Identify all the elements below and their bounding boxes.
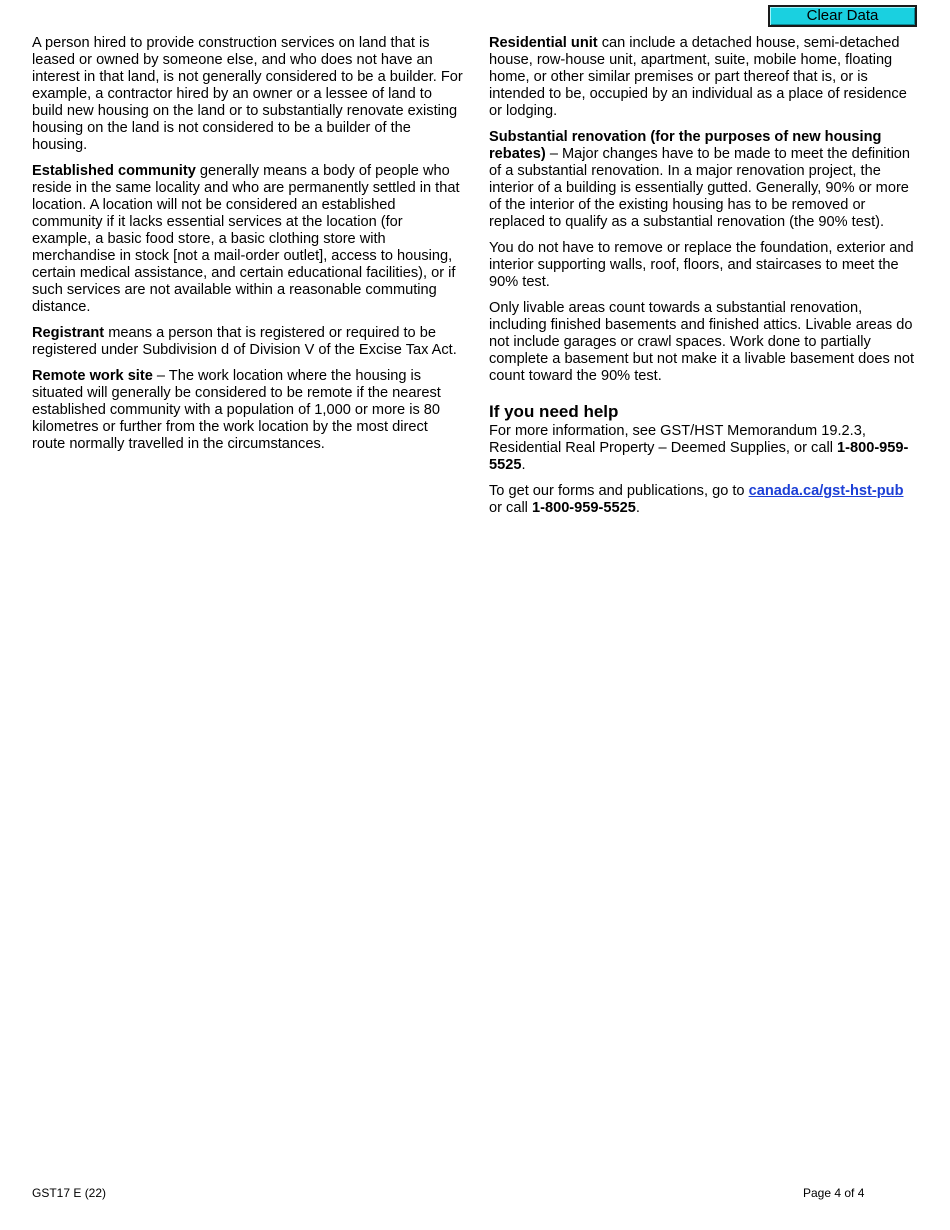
- help-info-end: .: [521, 457, 526, 473]
- substantial-renovation-term: Substantial renovation (for the purposes of new housing rebates): [489, 129, 882, 162]
- livable-areas-paragraph: Only livable areas count towards a substantial renovation, including finished basements and finished attics. Livable areas do not include garages or crawl spaces. Work done to partially complete a basement but not make it a livable basement does not count toward the 90% test.: [489, 300, 915, 384]
- remote-work-site-text: – The work location where the housing is situated will generally be considered to be remote if the nearest established community with a population of 1,000 or more is 80 kilometres or further from the work location by the most direct route normally travelled in the circumstances.: [32, 368, 441, 452]
- remote-work-site-term: Remote work site: [32, 368, 153, 384]
- page-number: Page 4 of 4: [803, 1186, 865, 1200]
- forms-phone: 1-800-959-5525: [531, 500, 636, 516]
- established-community-term: Established community: [32, 163, 196, 179]
- forms-text: To get our forms and publications, go to: [489, 483, 749, 499]
- right-column: [489, 35, 919, 526]
- form-code: GST17 E (22): [32, 1186, 107, 1200]
- residential-unit-text: can include a detached house, semi-detached house, row-house unit, apartment, suite, mobile home, floating home, or other similar premises or part thereof that is, or is intended to be, occupied by an individual as a place of residence or lodging.: [489, 35, 907, 119]
- help-info-text: For more information, see GST/HST Memorandum 19.2.3, Residential Real Property – Deemed Supplies, or call: [489, 423, 866, 456]
- publications-link[interactable]: canada.ca/gst-hst-pub: [748, 483, 904, 499]
- substantial-renovation-text: – Major changes have to be made to meet the definition of a substantial renovation. In a major renovation project, the interior of a building is essentially gutted. Generally, 90% or more of the interior of the existing housing has to be removed or replaced to qualify as a substantial renovation (the 90% test).: [489, 146, 911, 230]
- registrant-term: Registrant: [32, 325, 105, 341]
- registrant-definition: [32, 325, 464, 359]
- left-column: [32, 35, 464, 462]
- remote-work-site-definition: [32, 368, 464, 453]
- substantial-renovation-definition: [489, 129, 919, 231]
- help-info-paragraph: [489, 423, 919, 474]
- established-community-definition: [32, 163, 464, 316]
- registrant-text: means a person that is registered or required to be registered under Subdivision d of Division V of the Excise Tax Act.: [32, 325, 457, 358]
- established-community-text: generally means a body of people who reside in the same locality and who are permanently settled in that location. A location will not be considered an established community if it lacks essential services at the location (for example, a basic food store, a basic clothing store with merchandise in stock [not a mail-order outlet], access to housing, certain medical assistance, and certain educational facilities), or if such services are not available within a reasonable commuting distance.: [32, 163, 460, 315]
- residential-unit-definition: [489, 35, 919, 120]
- forms-end: .: [635, 500, 640, 516]
- forms-mid: or call: [489, 500, 532, 516]
- foundation-paragraph: You do not have to remove or replace the foundation, exterior and interior supporting walls, roof, floors, and staircases to meet the 90% test.: [489, 240, 914, 290]
- residential-unit-term: Residential unit: [489, 35, 598, 51]
- builder-paragraph: A person hired to provide construction services on land that is leased or owned by someone else, and who does not have an interest in that land, is not generally considered to be a builder. For example, a contractor hired by an owner or a lessee of land to build new housing on the land or to substantially renovate existing housing on the land is not considered to be a builder of the housing.: [32, 35, 463, 153]
- help-phone: 1-800-959-5525: [489, 440, 909, 473]
- help-heading: If you need help: [489, 402, 619, 421]
- clear-data-button[interactable]: Clear Data: [768, 5, 917, 27]
- forms-paragraph: [489, 483, 919, 517]
